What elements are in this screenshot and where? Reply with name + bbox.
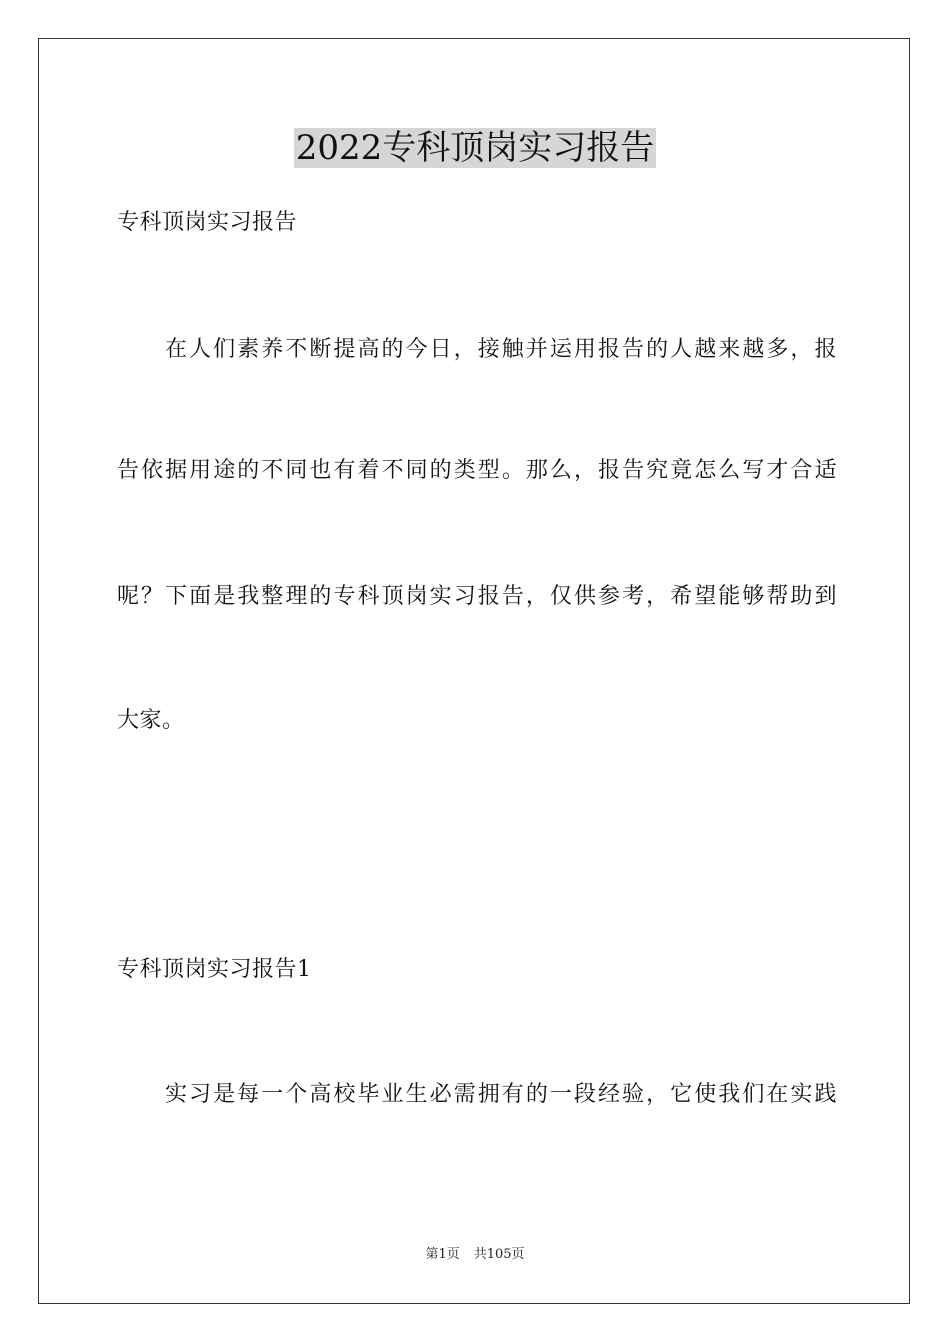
document-title <box>0 126 950 170</box>
section-line-1: 实习是每一个高校毕业生必需拥有的一段经验，它使我们在实践 <box>165 1082 837 1107</box>
page-total: 共105页 <box>473 1247 525 1262</box>
page-footer <box>0 1246 950 1264</box>
intro-line-4: 大家。 <box>117 708 185 733</box>
intro-line-1: 在人们素养不断提高的今日，接触并运用报告的人越来越多，报 <box>165 337 837 362</box>
intro-line-3: 呢？下面是我整理的专科顶岗实习报告，仅供参考，希望能够帮助到 <box>117 584 837 609</box>
section-heading: 专科顶岗实习报告1 <box>117 957 312 982</box>
document-title-text: 2022专科顶岗实习报告 <box>295 128 655 168</box>
intro-line-2: 告依据用途的不同也有着不同的类型。那么，报告究竟怎么写才合适 <box>117 458 837 483</box>
page-number: 第1页 <box>425 1247 460 1262</box>
document-subtitle: 专科顶岗实习报告 <box>117 210 298 235</box>
